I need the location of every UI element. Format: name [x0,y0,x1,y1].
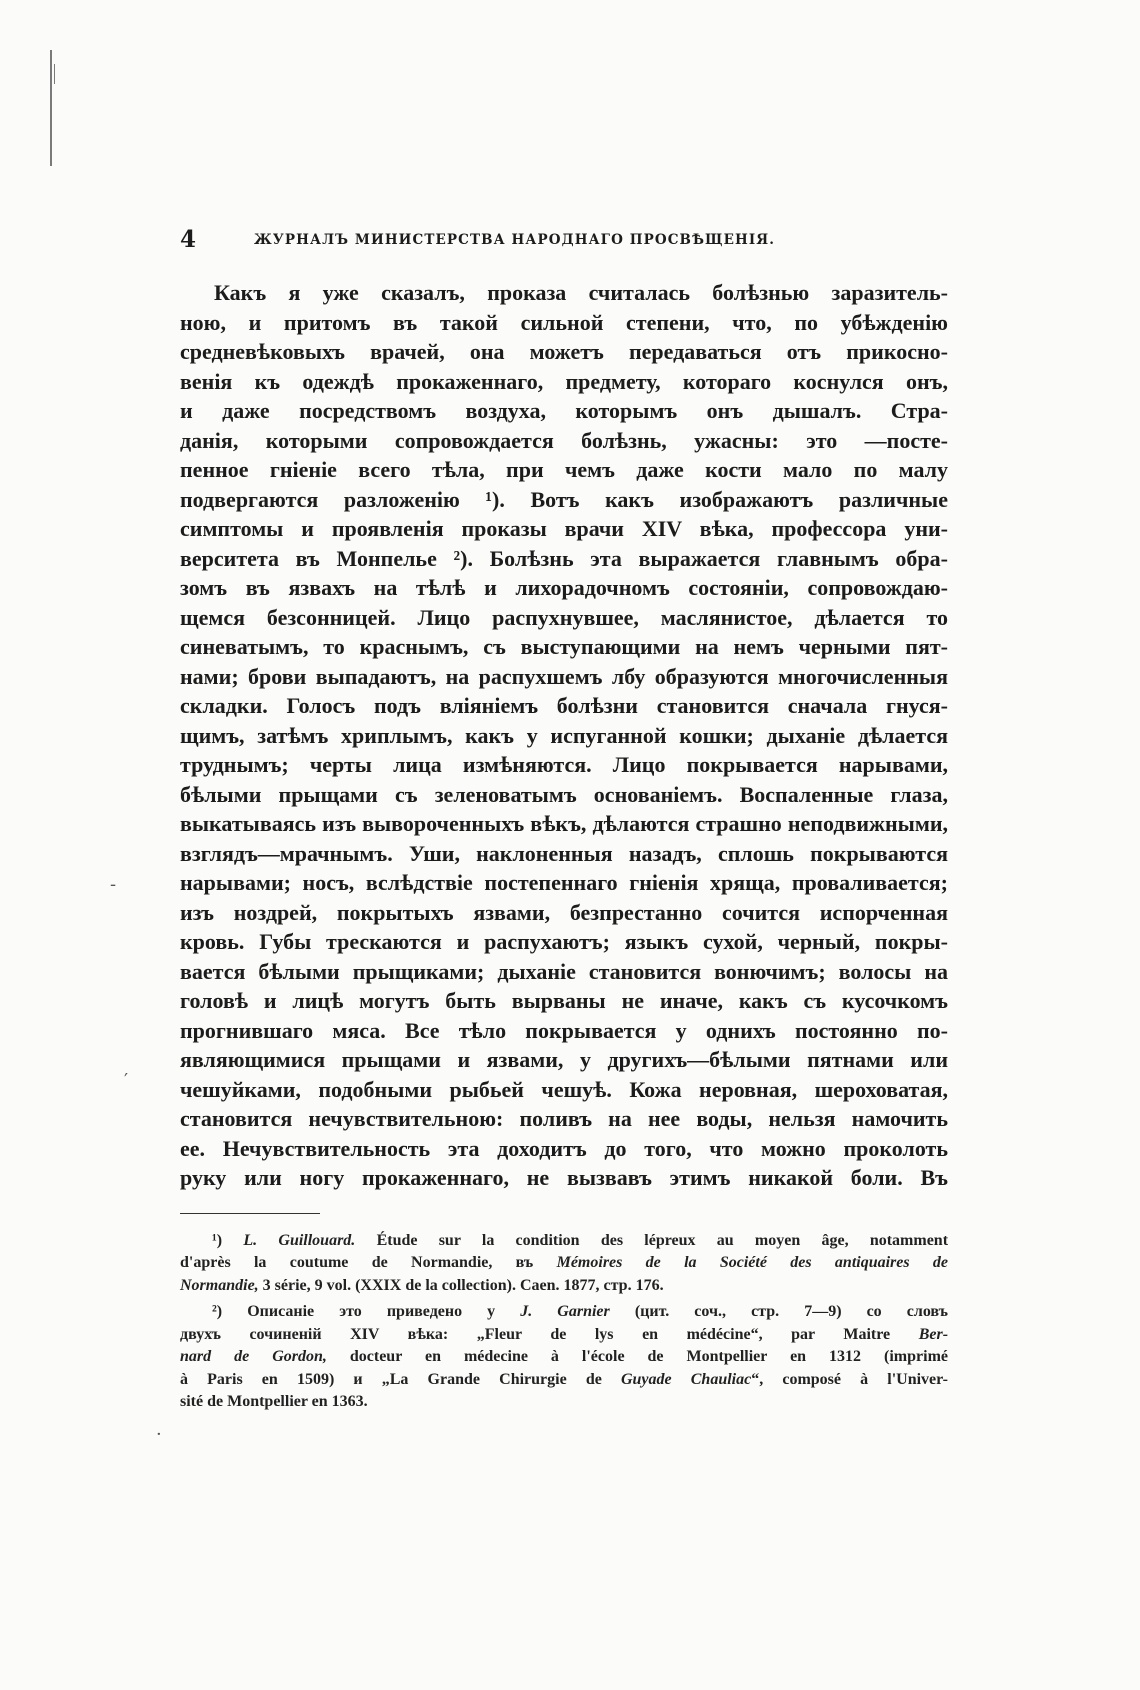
text-line: прогнившаго мяса. Все тѣло покрывается у однихъ постоянно по- [180,1017,948,1043]
text-line: зомъ въ язвахъ на тѣлѣ и лихорадочномъ состояніи, сопровождаю- [180,575,948,600]
text-line: данія, которыми сопровождается болѣзнь, ужасны: это —посте- [180,427,948,453]
text-line: складки. Голосъ подъ вліяніемъ болѣзни становится сначала гнуся- [180,693,948,718]
footnote-text: “, composé à l'Univer- [751,1370,948,1388]
text-line: кровь. Губы трескаются и распухаютъ; языкъ сухой, черный, покры- [180,929,948,954]
text-line: головѣ и лицѣ могутъ быть вырваны не иначе, какъ съ кусочкомъ [180,988,948,1013]
text-line: синеватымъ, то краснымъ, съ выступающими на немъ черными пят- [180,634,948,659]
footnote-text: Étude sur la condition des lépreux au moyen âge, notamment [376,1231,949,1249]
text-line: Какъ я уже сказалъ, проказа считалась болѣзнью заразитель- [214,280,948,305]
text-line: симптомы и проявленія проказы врачи XIV вѣка, профессора уни- [180,516,948,541]
text-line: взглядъ—мрачнымъ. Уши, наклоненныя назадъ, сплошь покрываются [180,840,948,866]
footnote-text: sité de Montpellier en 1363. [180,1393,368,1410]
book-page [180,228,948,1414]
scan-edge-mark-short [54,64,55,84]
footnote-name: Ber- [918,1325,949,1343]
footnote-author: L. Guillouard. [243,1231,356,1249]
text-line: щимъ, затѣмъ хриплымъ, какъ у испуганной кошки; дыханіе дѣлается [180,722,948,748]
text-line: чешуйками, подобными рыбьей чешуѣ. Кожа неровная, шероховатая, [180,1076,948,1102]
footnote-text: Описаніе это приведено у [247,1303,496,1320]
footnote-text: 3 série, 9 vol. (XXIX de la collection). Caen. 1877, стр. 176. [262,1276,664,1294]
text-line: изъ ноздрей, покрытыхъ язвами, безпрестанно сочится испорченная [180,899,948,925]
footnote-name: nard de Gordon, [180,1348,327,1365]
text-line: подвергаются разложенію ¹). Вотъ какъ изображаютъ различные [180,486,948,512]
footnote-rule [180,1213,320,1214]
footnote-author: J. Garnier [520,1303,610,1320]
text-line: нами; брови выпадаютъ, на распухшемъ лбу образуются многочисленныя [180,663,948,689]
footnote-name: Guyade Chauliac [620,1370,752,1388]
footnote-line [180,1324,948,1347]
text-line: венія къ одеждѣ прокаженнаго, предмету, котораго коснулся онъ, [180,368,948,394]
footnote-line [180,1275,948,1298]
footnote-1 [180,1230,948,1298]
footnote-line [180,1346,948,1369]
footnote-marker: ²) [212,1303,223,1320]
footnote-text: (цит. соч., стр. 7—9) со словъ [634,1303,948,1320]
footnote-text: d'après la coutume de Normandie, въ [180,1254,534,1271]
running-head [180,228,948,258]
page-number: 4 [180,226,197,253]
journal-title: ЖУРНАЛЪ МИНИСТЕРСТВА НАРОДНАГО ПРОСВѢЩЕНІЯ. [254,232,776,248]
text-line: пенное гніеніе всего тѣла, при чемъ даже кости мало по малу [180,457,948,482]
text-line: и даже посредствомъ воздуха, которымъ онъ дышалъ. Стра- [180,398,948,423]
text-line: руку или ногу прокаженнаго, не вызвавъ этимъ никакой боли. Въ [180,1165,948,1190]
text-line: труднымъ; черты лица измѣняются. Лицо покрывается нарывами, [180,752,948,777]
margin-speck: · [156,1424,162,1445]
footnote-line [180,1391,948,1414]
footnote-line [180,1369,948,1392]
scan-edge-mark [50,50,52,166]
margin-speck: ′ [124,1070,129,1091]
text-line: щемся безсонницей. Лицо распухнувшее, маслянистое, дѣлается то [180,604,948,630]
main-text [180,278,948,1193]
text-line: ее. Нечувствительность эта доходитъ до того, что можно проколоть [180,1135,948,1161]
text-line: выкатываясь изъ вывороченныхъ вѣкъ, дѣлаются страшно неподвижными, [180,811,948,836]
text-line: являющимися прыщами и язвами, у другихъ—бѣлыми пятнами или [180,1047,948,1072]
footnote-line [180,1301,948,1324]
footnote-text: docteur en médecine à l'école de Montpellier en 1312 (imprimé [349,1348,949,1365]
footnote-line [180,1230,948,1253]
footnote-text: à Paris en 1509) и „La Grande Chirurgie de [180,1370,602,1388]
footnote-journal-cont: Normandie, [180,1276,259,1294]
text-line: ною, и притомъ въ такой сильной степени, что, по убѣжденію [180,309,948,335]
text-line: верситета въ Монпелье ²). Болѣзнь эта выражается главнымъ обра- [180,545,948,571]
footnote-text: двухъ сочиненій XIV вѣка: „Fleur de lys en médécine“, par Maitre [180,1325,891,1343]
footnote-marker: ¹) [212,1231,223,1249]
text-line: бѣлыми прыщами съ зеленоватымъ основаніемъ. Воспаленные глаза, [180,781,948,807]
text-line: вается бѣлыми прыщиками; дыханіе становится вонючимъ; волосы на [180,958,948,984]
text-line: нарывами; носъ, вслѣдствіе постепеннаго гніенія хряща, проваливается; [180,870,948,895]
footnote-2 [180,1301,948,1414]
text-line: становится нечувствительною: поливъ на нее воды, нельзя намочить [180,1106,948,1131]
footnote-journal: Mémoires de la Société des antiquaires de [556,1254,949,1271]
margin-speck: - [110,874,117,895]
footnotes [180,1230,948,1414]
text-line: средневѣковыхъ врачей, она можетъ передаваться отъ прикосно- [180,339,948,364]
footnote-line [180,1252,948,1275]
